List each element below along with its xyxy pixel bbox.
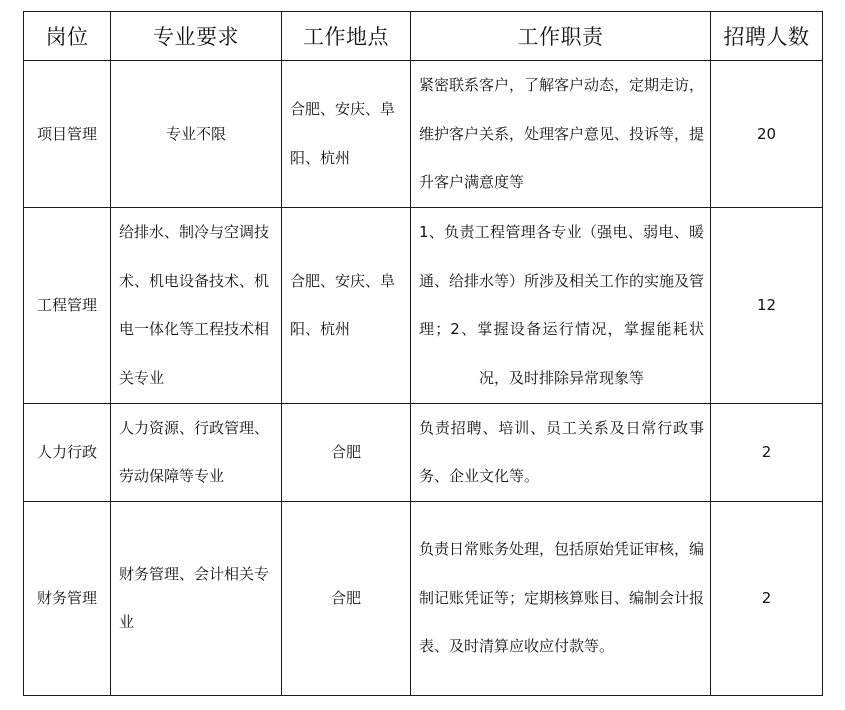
cell-duties: 负责日常账务处理，包括原始凭证审核，编制记账凭证等；定期核算账目、编制会计报表、及时清算应收应付款等。 (411, 501, 711, 695)
cell-major: 财务管理、会计相关专业 (111, 501, 282, 695)
recruitment-table (23, 11, 823, 696)
cell-major: 专业不限 (111, 61, 282, 208)
cell-major: 人力资源、行政管理、劳动保障等专业 (111, 403, 282, 501)
header-duties: 工作职责 (411, 12, 711, 61)
table-row (24, 61, 823, 208)
cell-major: 给排水、制冷与空调技术、机电设备技术、机电一体化等工程技术相关专业 (111, 207, 282, 403)
cell-duties: 负责招聘、培训、员工关系及日常行政事务、企业文化等。 (411, 403, 711, 501)
header-major: 专业要求 (111, 12, 282, 61)
cell-count: 12 (711, 207, 823, 403)
cell-duties: 紧密联系客户，了解客户动态，定期走访，维护客户关系，处理客户意见、投诉等，提升客户满意度等 (411, 61, 711, 208)
cell-duties: 1、负责工程管理各专业（强电、弱电、暖通、给排水等）所涉及相关工作的实施及管理；2、掌握设备运行情况，掌握能耗状况，及时排除异常现象等 (411, 207, 711, 403)
cell-location: 合肥 (282, 403, 411, 501)
table-row (24, 207, 823, 403)
cell-position: 人力行政 (24, 403, 111, 501)
cell-location: 合肥、安庆、阜阳、杭州 (282, 207, 411, 403)
cell-position: 工程管理 (24, 207, 111, 403)
table-row (24, 403, 823, 501)
cell-count: 20 (711, 61, 823, 208)
cell-position: 财务管理 (24, 501, 111, 695)
cell-location: 合肥 (282, 501, 411, 695)
table-header-row (24, 12, 823, 61)
cell-count: 2 (711, 403, 823, 501)
header-count: 招聘人数 (711, 12, 823, 61)
header-location: 工作地点 (282, 12, 411, 61)
header-position: 岗位 (24, 12, 111, 61)
table-row (24, 501, 823, 695)
cell-count: 2 (711, 501, 823, 695)
cell-position: 项目管理 (24, 61, 111, 208)
cell-location: 合肥、安庆、阜阳、杭州 (282, 61, 411, 208)
